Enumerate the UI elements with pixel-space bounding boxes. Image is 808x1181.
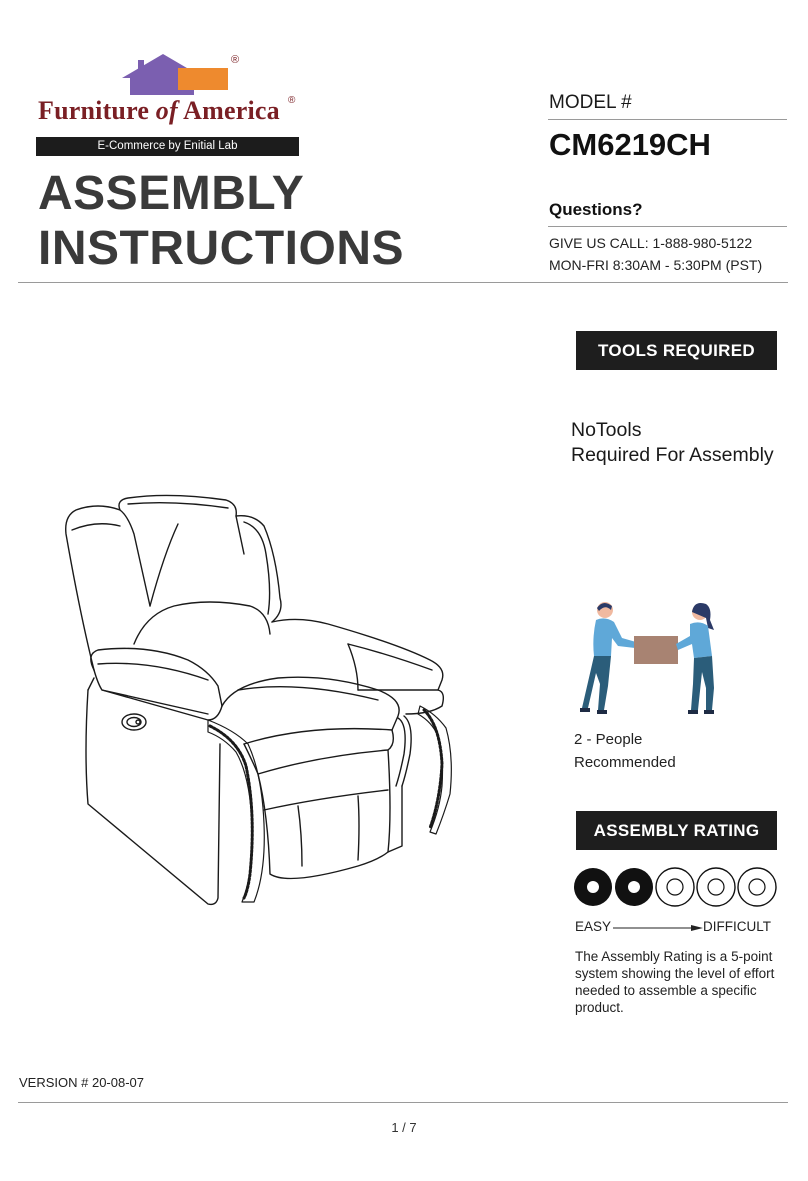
difficulty-scale bbox=[575, 918, 780, 940]
document-title-line2: INSTRUCTIONS bbox=[38, 222, 404, 275]
model-label: MODEL # bbox=[549, 92, 632, 113]
document-title-line1: ASSEMBLY bbox=[38, 167, 305, 220]
header-divider bbox=[18, 282, 788, 283]
brand-logo-house-icon bbox=[118, 50, 248, 98]
brand-tagline: E-Commerce by Enitial Lab bbox=[36, 137, 299, 156]
no-tools-text: NoTools bbox=[571, 419, 642, 441]
easy-label: EASY bbox=[575, 919, 612, 934]
rating-description: The Assembly Rating is a 5-point system showing the level of effort needed to assemble a specific product. bbox=[575, 949, 775, 1015]
page-number: 1 / 7 bbox=[391, 1120, 417, 1135]
no-tools-subtext: Required For Assembly bbox=[571, 444, 774, 466]
rating-dot-empty bbox=[697, 868, 735, 906]
rating-dot-empty bbox=[656, 868, 694, 906]
model-number: CM6219CH bbox=[549, 127, 711, 162]
contact-phone: GIVE US CALL: 1-888-980-5122 bbox=[549, 235, 753, 251]
tools-required-banner: TOOLS REQUIRED bbox=[576, 331, 777, 370]
footer-divider bbox=[18, 1102, 788, 1103]
assembly-rating-banner: ASSEMBLY RATING bbox=[576, 811, 777, 850]
rating-dot-filled bbox=[615, 868, 653, 906]
brand-name: Furniture of America bbox=[38, 96, 280, 125]
two-people-carrying-icon bbox=[578, 598, 730, 718]
divider bbox=[548, 119, 787, 120]
assembly-rating-dots bbox=[573, 866, 778, 908]
rating-dot-empty bbox=[738, 868, 776, 906]
people-count: 2 - People bbox=[574, 731, 643, 748]
version-label: VERSION # 20-08-07 bbox=[19, 1075, 145, 1090]
arrow-right-icon bbox=[613, 921, 705, 935]
contact-hours: MON-FRI 8:30AM - 5:30PM (PST) bbox=[549, 257, 763, 273]
rating-dot-filled bbox=[574, 868, 612, 906]
difficult-label: DIFFICULT bbox=[703, 919, 771, 934]
brand-reg-mark: ® bbox=[288, 95, 296, 106]
logo-reg-mark: ® bbox=[231, 54, 240, 66]
questions-heading: Questions? bbox=[549, 200, 643, 219]
people-recommended: Recommended bbox=[574, 754, 676, 771]
divider bbox=[548, 226, 787, 227]
recliner-chair-illustration bbox=[58, 494, 463, 906]
